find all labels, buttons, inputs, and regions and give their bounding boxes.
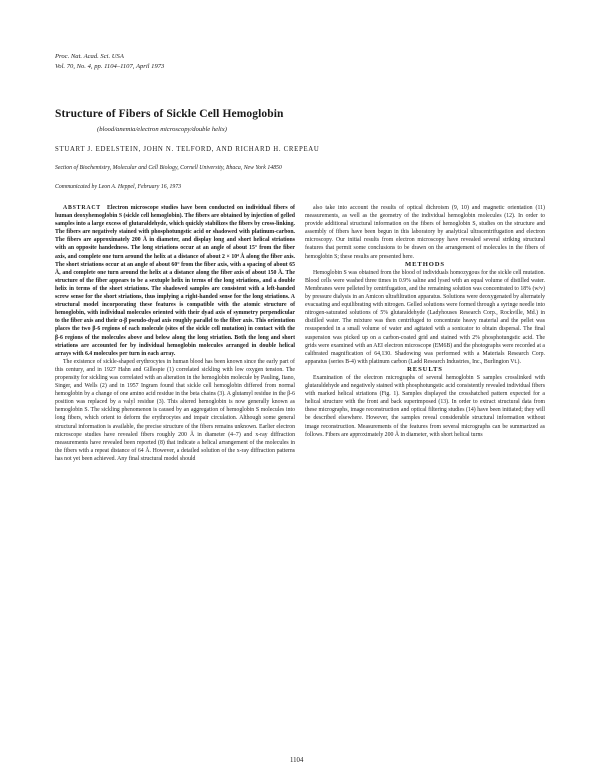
communicated-by: Communicated by Leon A. Heppel, February 16, 1973 [55,184,182,190]
journal-volume: Vol. 70, No. 4, pp. 1104–1107, April 1973 [55,62,165,70]
journal-name: Proc. Nat. Acad. Sci. USA [55,53,124,60]
results-heading: RESULTS [407,365,443,373]
page-number: 1104 [290,757,304,764]
results-paragraph: Examination of the electron micrographs of several hemoglobin S samples crosslinked with glutaraldehyde and negatively stained with phosphotungstic acid consistently revealed individual fibers with marked helical striations (Fig. 1). Samples displayed the crosshatched pattern expected for a helical structure with the front and back superimposed (13). In order to extract structural data from these micrographs, image reconstruction and optical filtering studies (14) have been initiated; they will be described elsewhere. However, the samples reveal considerable structural information without image reconstruction. Measurements of the features from several micrographs can be summarized as follows. Fibers are approximately 200 Å in diameter, with short helical turns [305,374,545,438]
keywords: (blood/anemia/electron microscopy/double helix) [97,126,227,133]
abstract-label: ABSTRACT [63,205,101,211]
right-column [305,204,545,439]
abstract-text: Electron microscope studies have been conducted on individual fibers of human deoxyhemoglobin S (sickle cell hemoglobin). The fibers are obtained by injection of gelled samples into a large excess of glutaraldehyde, which quickly stabilizes the fibers by cross-linking. The fibers are negatively stained with phosphotungstic acid or shadowed with platinum-carbon. The fibers are approximately 200 Å in diameter, and display long and short helical striations with an opposite handedness. The long striations occur at an angle of about 15° from the fiber axis, and complete one turn around the helix at a distance of about 2 × 10⁴ Å along the fiber axis. The short striations occur at an angle of about 60° from the fiber axis, with a spacing of about 65 Å, and complete one turn around the helix at a distance along the fiber axis of about 150 Å. The structure of the fiber appears to be a sextuple helix in terms of the long striations, and a double helix in terms of the short striations. The shadowed samples are consistent with a left-handed screw sense for the short striations, thus implying a right-handed sense for the long striations. A structural model incorporating these features is compatible with the atomic structure of hemoglobin, with individual molecules oriented with their dyad axis of symmetry perpendicular to the fiber axis and their α-β pseudo-dyad axis roughly parallel to the fiber axis. This orientation places the two β-6 regions of each molecule (sites of the sickle cell mutation) in contact with the β-6 regions of the molecules above and below along the long striation. Both the long and short striations are accounted for by individual hemoglobin molecules arranged in double helical arrays with 6.4 molecules per turn in each array. [55,205,295,357]
methods-heading: METHODS [404,260,445,268]
authors: STUART J. EDELSTEIN, JOHN N. TELFORD, AND RICHARD H. CREPEAU [55,146,320,153]
introduction-continued: also take into account the results of optical dichroism (9, 10) and magnetic orientation (11) measurements, as well as the geometry of the individual hemoglobin molecules (12). In order to provide additional structural information on the fibers of hemoglobin S, studies on the structure and assembly of fibers have been begun in this laboratory by analytical ultracentrifugation and electron microscopy. Our initial results from electron microscopy have revealed several striking structural features that permit some conclusions to be drawn on the arrangement of molecules in the fibers of hemoglobin S; these results are presented here. [305,205,545,260]
abstract [55,204,295,358]
affiliation: Section of Biochemistry, Molecular and Cell Biology, Cornell University, Ithaca, New York 14850 [55,165,282,171]
left-column [55,204,295,463]
methods-paragraph: Hemoglobin S was obtained from the blood of individuals homozygous for the sickle cell mutation. Blood cells were washed three times in 0.9% saline and lysed with an equal volume of distilled water. Membranes were pelleted by centrifugation, and the remaining solution was concentrated to 18% (w/v) by pressure dialysis in an Amicon ultrafiltration apparatus. Solutions were deoxygenated by alternately evacuating and equilibrating with nitrogen. Gelled solutions were formed through a syringe needle into nitrogen-saturated solutions of 5% glutaraldehyde (Ladyhouses Research Corp., Rockville, Md.) in distilled water. The mixture was then centrifuged to concentrate heavy material and the pellet was resuspended in a small volume of water and agitated with a sonicator to obtain dispersal. The final suspension was picked up on a carbon-coated grid and stained with 2% phosphotungstic acid. The grids were examined with an AEI electron microscope (EM6B) and the photographs were recorded at a calibrated magnification of 64,130. Shadowing was performed with a Materials Research Corp. apparatus (series B-4) with platinum carbon (Ladd Research Industries, Inc., Burlington Vt.). [305,269,545,365]
journal-citation [55,52,164,71]
introduction-paragraph: The existence of sickle-shaped erythrocytes in human blood has been known since the early part of this century, and in 1927 Hahn and Gillespie (1) correlated sickling with low oxygen tension. The propensity for sickling was correlated with an alteration in the hemoglobin molecule by Pauling, Itano, Singer, and Wells (2) and in 1957 Ingram found that sickle cell hemoglobin differed from normal hemoglobin by a change of one amino acid residue in the beta chains (3). A glutamyl residue in the β-6 position was replaced by a valyl residue (3). This altered hemoglobin is now generally known as hemoglobin S. The sickling phenomenon is caused by an aggregation of hemoglobin S molecules into long fibers, which orient to deform the erythrocytes and impair circulation. Although some general structural information is available, the precise structure of the fibers remains unknown. Earlier electron microscope studies have revealed fibers roughly 200 Å in diameter (4–7) and x-ray diffraction measurements have revealed been reported (8) that indicate a helical arrangement of the molecules in the fibers with a repeat distance of 64 Å. However, a detailed solution of the x-ray diffraction patterns has not yet been achieved. Any final structural model should [55,358,295,462]
article-title: Structure of Fibers of Sickle Cell Hemoglobin [55,108,284,120]
